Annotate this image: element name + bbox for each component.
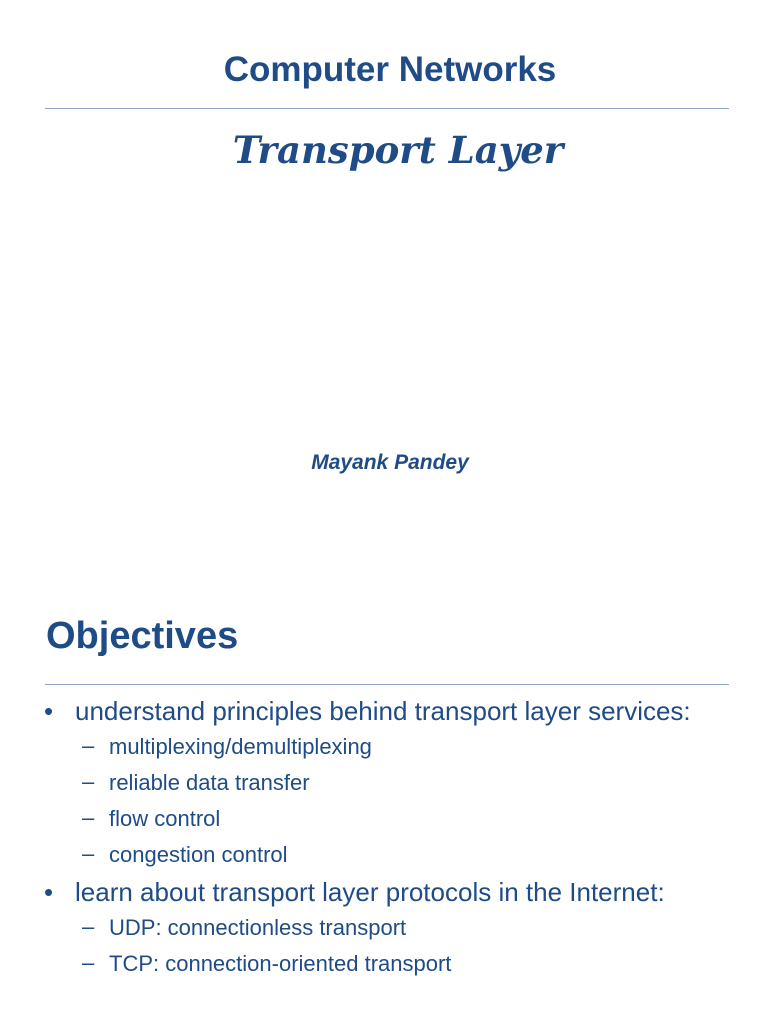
objective-text: learn about transport layer protocols in the Internet:	[75, 877, 665, 907]
sub-objective	[44, 946, 734, 982]
sub-objective-text: reliable data transfer	[109, 770, 310, 795]
course-title: Computer Networks	[223, 50, 557, 89]
title-divider	[45, 108, 729, 109]
dash-icon: –	[82, 841, 95, 866]
objective-item	[44, 694, 734, 873]
objectives-list	[44, 694, 734, 982]
sub-objective	[44, 837, 734, 873]
sub-objective-text: flow control	[109, 806, 221, 831]
sub-objective	[44, 765, 734, 801]
objective-item	[44, 875, 734, 982]
objective-sublist	[44, 910, 734, 982]
dash-icon: –	[82, 914, 95, 939]
sub-objective-text: multiplexing/demultiplexing	[109, 734, 372, 759]
dash-icon: –	[82, 769, 95, 794]
bullet-icon: •	[44, 696, 54, 726]
dash-icon: –	[82, 805, 95, 830]
sub-objective	[44, 729, 734, 765]
objective-sublist	[44, 729, 734, 873]
dash-icon: –	[82, 733, 95, 758]
dash-icon: –	[82, 950, 95, 975]
objectives-title: Objectives	[46, 615, 239, 657]
sub-objective-text: TCP: connection-oriented transport	[109, 951, 452, 976]
objective-text: understand principles behind transport layer services:	[75, 696, 691, 726]
sub-objective	[44, 801, 734, 837]
slide-subtitle: Transport Layer	[232, 128, 564, 172]
objectives-slide	[0, 576, 768, 1024]
author-name: Mayank Pandey	[311, 451, 469, 474]
sub-objective-text: UDP: connectionless transport	[109, 915, 407, 940]
sub-objective-text: congestion control	[109, 842, 288, 867]
sub-objective	[44, 910, 734, 946]
bullet-icon: •	[44, 877, 54, 907]
objectives-divider	[45, 684, 729, 685]
